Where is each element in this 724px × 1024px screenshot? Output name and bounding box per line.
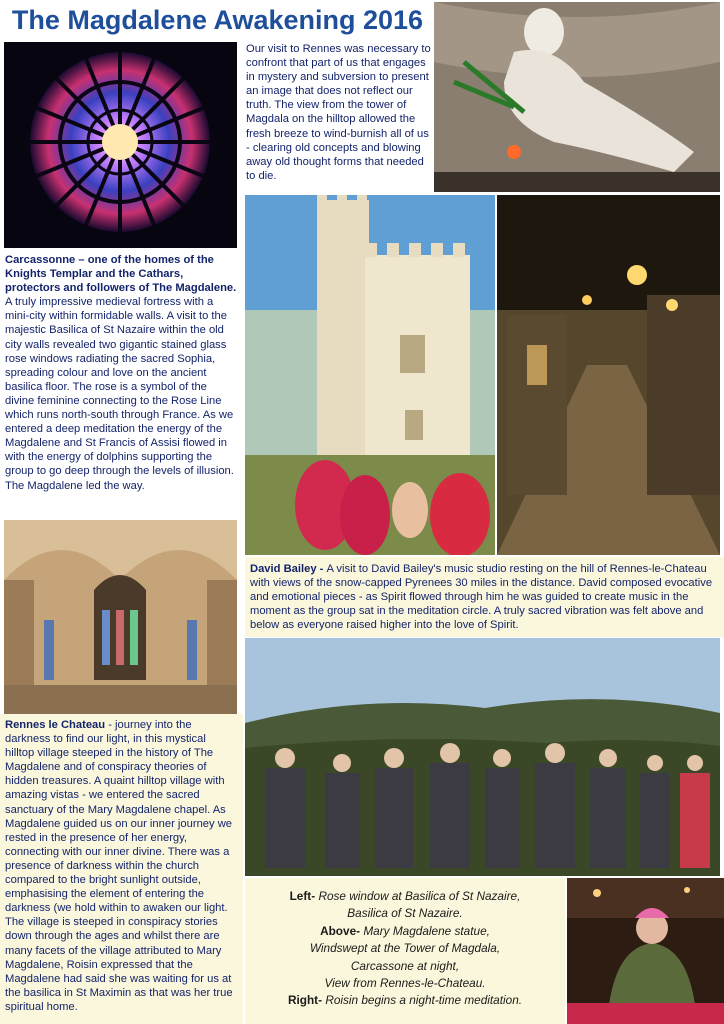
david-bailey-text xyxy=(250,562,716,632)
caption-above-line1: Mary Magdalene statue, xyxy=(363,923,490,938)
rose-window-photo xyxy=(4,42,237,248)
rennes-text xyxy=(5,718,235,1014)
night-meditation-photo xyxy=(567,878,724,1024)
caption-above-line2: Windswept at the Tower of Magdala, xyxy=(309,941,501,956)
rennes-body: - journey into the darkness to find our light, in this mystical hilltop village steeped in the history of The Magdalene and of conspiracy theories of hidden treasures. A quaint hilltop village with amazing vistas - we entered the sacred sanctuary of the Mary Magdalene chapel. As Magdalene guided us on our inner journey we rested in the presence of her energy, connecting with our inner divine. There was a presence of darkness within the church compared to the bright sunlight outside, emphasising the element of entering the darkness (we hold within to awaken our light. The village is steeped in conspiracy stories down through the ages and whilst there are many facets of the village attributed to Mary Magdalene, Roisin expressed that the Magdalene had said she was waiting for us at the basilica in St Maximin as that was her true spiritual home. xyxy=(5,719,233,1013)
magdalene-statue-photo xyxy=(434,2,720,192)
caption-right-line1: Roisin begins a night-time meditation. xyxy=(325,993,523,1008)
rennes-view-photo xyxy=(245,638,720,876)
carcassonne-heading: Carcassonne xyxy=(5,254,76,266)
rennes-heading: Rennes le Chateau xyxy=(5,719,106,731)
caption-left-line1: Rose window at Basilica of St Nazaire, xyxy=(318,889,521,903)
caption-right-label: Right- xyxy=(287,993,326,1008)
caption-above-label: Above- xyxy=(320,923,364,938)
caption-left-label: Left- xyxy=(289,889,319,903)
caption-above-line3: Carcassone at night, xyxy=(350,958,460,973)
tower-of-magdala-photo xyxy=(245,195,495,555)
david-bailey-heading: David Bailey - xyxy=(250,563,327,575)
intro-text: Our visit to Rennes was necessary to confront that part of us that engages in mystery and subversion to present an image that does not reflect our truth. The view from the tower of Magdala on the hilltop allowed the fresh breeze to wind-burnish all of us - clearing old concepts and blowing away old thought forms that needed to die. xyxy=(246,43,431,182)
david-bailey-body: A visit to David Bailey's music studio resting on the hill of Rennes-le-Chateau with views of the snow-capped Pyrenees 30 miles in the distance. David composed evocative and emotional pieces - as Spirit flowed through him he was guided to create music in the moment as the group sat in the meditation circle. A truly sacred vibration was felt above and below as everyone raised higher into the love of Spirit. xyxy=(250,563,713,632)
basilica-interior-photo xyxy=(4,520,237,714)
caption-above-line4: View from Rennes-le-Chateau. xyxy=(324,976,486,991)
carcassonne-lead: – one of the homes of the Knights Templar and the Cathars, protectors and followers of The Magdalene. xyxy=(5,254,237,295)
carcassonne-closing: The Magdalene led the way. xyxy=(5,479,145,492)
carcassonne-body: A truly impressive medieval fortress with a mini-city within formidable walls. A visit to the majestic Basilica of St Nazaire within the old city walls revealed two gigantic stained glass rose windows radiating the sacred Sophia, spreading colour and love on the ancient basilica floor. The rose is a symbol of the divine feminine connecting to the Rose Line which runs north-south through France. As we entered a deep meditation the energy of the Magdalene and St Francis of Assisi flowed in with the energy of dolphins supporting the group to go deep through the levels of illusion. xyxy=(5,296,234,478)
caption-left-line2: Basilica of St Nazaire. xyxy=(347,906,463,921)
carcassonne-text xyxy=(5,253,237,493)
carcassonne-night-photo xyxy=(497,195,720,555)
photo-captions xyxy=(245,888,565,1010)
page-title: The Magdalene Awakening 2016 xyxy=(0,0,435,40)
